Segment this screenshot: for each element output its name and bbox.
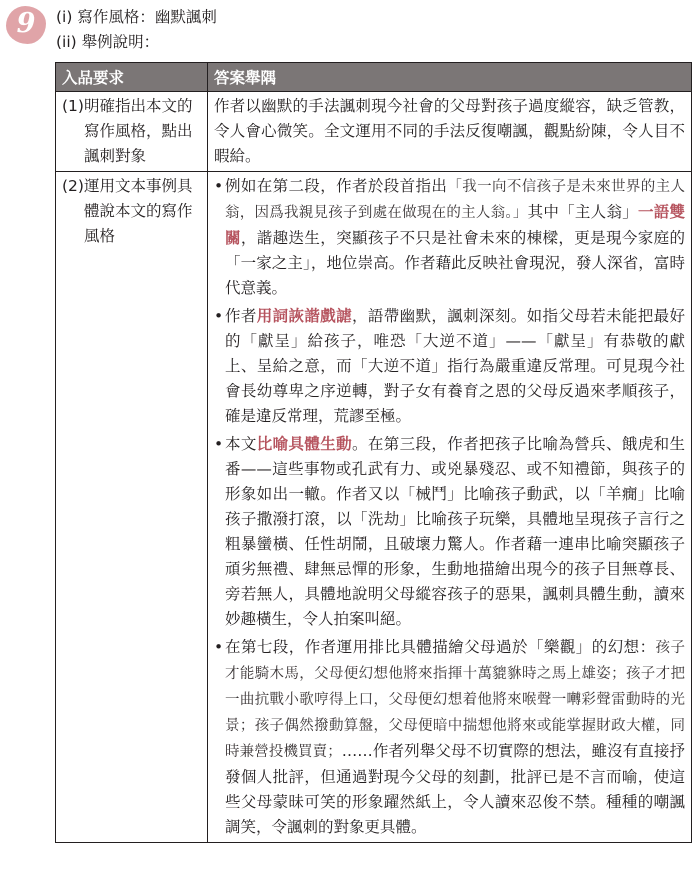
bullet-text: 在第七段，作者運用排比具體描繪父母過於「樂觀」的幻想： xyxy=(225,638,656,656)
bullet-text: 其中「主人翁」 xyxy=(527,203,638,221)
requirement-text: 運用文本事例具體說本文的寫作風格 xyxy=(83,177,193,245)
requirement-cell xyxy=(56,92,208,172)
highlighted-term: 用詞詼諧戲謔 xyxy=(256,307,352,325)
quoted-text: 孩子才能騎木馬，父母便幻想他將來指揮十萬貔貅時之馬上雄姿；孩子才把一曲抗戰小歌哼得上口，父母便幻想着他將來喉聲一囀彩聲雷動時的光景；孩子偶然撥動算盤，父母便暗中揣想他將來或能掌握財政大權，同時兼營投機買賣； xyxy=(225,640,685,760)
highlighted-term: 比喻具體生動 xyxy=(256,435,352,453)
answer-bullet-1 xyxy=(214,174,685,301)
answer-text: 作者以幽默的手法諷刺現今社會的父母對孩子過度縱容，缺乏管教，令人會心微笑。全文運用不同的手法反復嘲諷，觀點紛陳，令人目不暇給。 xyxy=(214,97,685,165)
example-heading: (ii) 舉例說明： xyxy=(56,33,160,51)
answer-cell xyxy=(208,172,692,843)
table-row xyxy=(56,92,692,172)
requirements-table xyxy=(55,62,692,843)
question-number: 9 xyxy=(16,8,36,39)
requirement-number: (1) xyxy=(62,97,84,115)
bullet-dot: • xyxy=(214,177,224,195)
requirement-cell xyxy=(56,172,208,843)
bullet-dot: • xyxy=(214,638,224,656)
requirement-text: 明確指出本文的寫作風格，點出諷刺對象 xyxy=(83,97,193,165)
table-header-row xyxy=(56,63,692,92)
question-number-badge xyxy=(6,6,48,46)
col-header-answer: 答案舉隅 xyxy=(208,63,692,92)
answer-bullet-2 xyxy=(214,304,685,429)
bullet-dot: • xyxy=(214,435,224,453)
bullet-text: 例如在第二段，作者於段首指出 xyxy=(225,177,448,195)
bullet-text: ，諧趣迭生，突顯孩子不只是社會未來的棟樑，更是現今家庭的「一家之主」，地位崇高。作者藉此反映社會現況，發人深省，富時代意義。 xyxy=(225,229,685,297)
requirement-number: (2) xyxy=(62,177,84,195)
answer-cell xyxy=(208,92,692,172)
bullet-text: 作者 xyxy=(225,307,257,325)
table-row xyxy=(56,172,692,843)
answer-bullet-4 xyxy=(214,635,685,840)
bullet-text: 。在第三段，作者把孩子比喻為營兵、餓虎和生番——這些事物或孔武有力、或兇暴殘忍、或不知禮節，與孩子的形象如出一轍。作者又以「械鬥」比喻孩子動武，以「羊癇」比喻孩子撒潑打滾，以「洗劫」比喻孩子玩樂，具體地呈現孩子言行之粗暴蠻橫、任性胡鬧，且破壞力驚人。作者藉一連串比喻突顯孩子頑劣無禮、肆無忌憚的形象，生動地描繪出現今的孩子目無尊長、旁若無人，具體地說明父母縱容孩子的惡果，諷刺具體生動，讀來妙趣橫生，令人拍案叫絕。 xyxy=(225,435,685,628)
answer-bullet-3 xyxy=(214,432,685,632)
quoted-text: 「我一向不信孩子是未來世界的主人翁，因爲我親見孩子到處在做現在的主人翁。」 xyxy=(225,179,685,221)
writing-style-line: (i) 寫作風格：幽默諷刺 xyxy=(56,8,217,26)
bullet-text: 本文 xyxy=(225,435,257,453)
highlighted-term: 一語雙關 xyxy=(225,203,685,247)
bullet-text: ，語帶幽默，諷刺深刻。如指父母若未能把最好的「獻呈」給孩子，唯恐「大逆不道」——「獻呈」有恭敬的獻上、呈給之意，而「大逆不道」指行為嚴重違反常理。可見現今社會長幼尊卑之序逆轉，對子女有養育之恩的父母反過來孝順孩子，確是違反常理，荒謬至極。 xyxy=(225,307,685,425)
col-header-requirement: 入品要求 xyxy=(56,63,208,92)
bullet-text: ……作者列舉父母不切實際的想法，雖沒有直接抒發個人批評，但通過對現今父母的刻劃，批評已是不言而喻，使這些父母蒙昧可笑的形象躍然紙上，令人讀來忍俊不禁。種種的嘲諷調笑，令諷刺的對象更具體。 xyxy=(225,742,685,836)
bullet-dot: • xyxy=(214,307,224,325)
